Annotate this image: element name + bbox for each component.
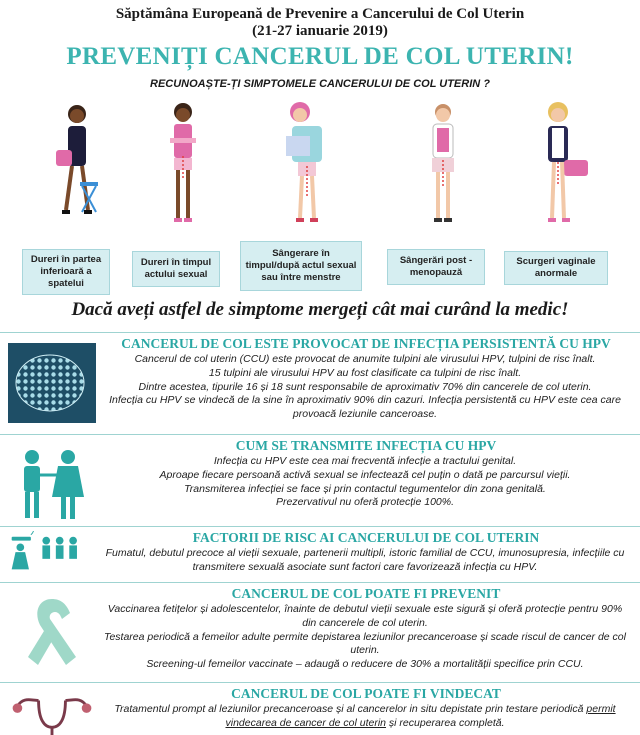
symptoms-question: RECUNOAȘTE-ȚI SIMPTOMELE CANCERULUI DE COL UTERIN ? <box>150 78 490 90</box>
older-woman-illustration <box>408 100 478 230</box>
awareness-ribbon-icon <box>8 593 96 673</box>
section-line: Cancerul de col uterin (CCU) este provocat de anumite tulpini ale virusului HPV, tulpini de risc înalt. <box>134 353 596 365</box>
section-line: Testarea periodică a femeilor adulte permite depistarea leziunilor precanceroase și scade riscul de cancer de col uterin. <box>104 630 626 657</box>
symptom-bleeding-intercourse: Sângerare în timpul/după actul sexual sau între menstre <box>240 241 362 291</box>
section-body <box>100 703 630 731</box>
section-line: 15 tulpini ale virusului HPV au fost clasificate ca tulpini de risc înalt. <box>208 366 522 379</box>
section-line: Infecția cu HPV se vindecă de la sine în aproximativ 90% din cazuri. Infecția persistentă cu HPV este cea care provoacă leziunile canceroase. <box>109 394 621 421</box>
section-line: Aproape fiecare persoană activă sexual se infectează cel puțin o dată pe parcursul vieții. <box>159 468 571 481</box>
risk-factors-icon <box>8 531 96 579</box>
woman-pelvic-pain-illustration <box>148 100 218 230</box>
section-title: CUM SE TRANSMITE INFECȚIA CU HPV <box>235 438 497 453</box>
virus-cells-icon <box>8 343 96 423</box>
section-body <box>100 547 630 575</box>
section-transmission <box>0 434 640 526</box>
section-line: Transmiterea infecției se face și prin contactul tegumentelor din zona genitală. <box>184 482 546 495</box>
section-title: CANCERUL DE COL POATE FI PREVENIT <box>231 586 501 601</box>
section-prevention <box>0 582 640 682</box>
section-title: CANCERUL DE COL ESTE PROVOCAT DE INFECȚIA PERSISTENTĂ CU HPV <box>121 336 611 351</box>
uterus-icon <box>8 687 96 735</box>
main-headline: PREVENIȚI CANCERUL DE COL UTERIN! <box>66 43 574 70</box>
section-line: Infecția cu HPV este cea mai frecventă infecție a tractului genital. <box>213 455 517 467</box>
section-body <box>100 455 630 510</box>
section-body <box>100 603 630 672</box>
campaign-dates: (21-27 ianuarie 2019) <box>252 23 388 39</box>
section-cause <box>0 332 640 432</box>
section-risk-factors <box>0 526 640 582</box>
symptom-abnormal-discharge: Scurgeri vaginale anormale <box>504 251 608 285</box>
symptom-post-menopause-bleeding: Sângerări post -menopauză <box>387 249 485 285</box>
cure-text-pre: Tratamentul prompt al leziunilor precanceroase și al cancerelor in situ depistate prin testare periodică <box>114 703 587 715</box>
section-line: Dintre acestea, tipurile 16 și 18 sunt responsabile de aproximativ 70% din cancerele de col uterin. <box>138 380 592 393</box>
section-line: Screening-ul femeilor vaccinate – adaugă o reducere de 30% a mortalității specifice prin CCU. <box>146 658 584 671</box>
section-line <box>100 703 630 731</box>
header <box>0 0 640 90</box>
couple-icon <box>8 445 96 525</box>
campaign-week-title: Săptămâna Europeană de Prevenire a Cancerului de Col Uterin <box>115 6 525 22</box>
section-line: Prezervativul nu oferă protecție 100%. <box>275 496 454 509</box>
symptom-back-pain: Dureri în partea inferioară a spatelui <box>22 249 110 295</box>
woman-discharge-illustration <box>524 100 594 230</box>
section-body <box>100 353 630 422</box>
section-title: FACTORII DE RISC AI CANCERULUI DE COL UTERIN <box>192 530 540 545</box>
section-line: Fumatul, debutul precoce al vieții sexuale, partenerii multipli, istoric familial de CCU, imunosupresia, infecțiile cu transmitere sexuală asociate sunt factori care favorizează infecția cu HPV. <box>105 547 625 573</box>
symptom-illustrations <box>0 100 640 230</box>
cure-text-post: și recuperarea completă. <box>386 716 505 729</box>
symptom-list <box>0 241 640 297</box>
section-cure <box>0 682 640 735</box>
section-line: Vaccinarea fetițelor și adolescentelor, înainte de debutul vieții sexuale este sigură și oferă protecție pentru 90% din cancerele de col uterin. <box>107 603 623 629</box>
cure-text-underlined: permit vindecarea de cancer de col uterin <box>225 703 616 729</box>
woman-bleeding-illustration <box>270 100 340 230</box>
section-title: CANCERUL DE COL POATE FI VINDECAT <box>231 686 501 701</box>
woman-back-pain-illustration <box>42 100 112 230</box>
symptom-pain-intercourse: Dureri în timpul actului sexual <box>132 251 220 287</box>
doctor-advice: Dacă aveți astfel de simptome mergeți cât mai curând la medic! <box>71 299 569 320</box>
